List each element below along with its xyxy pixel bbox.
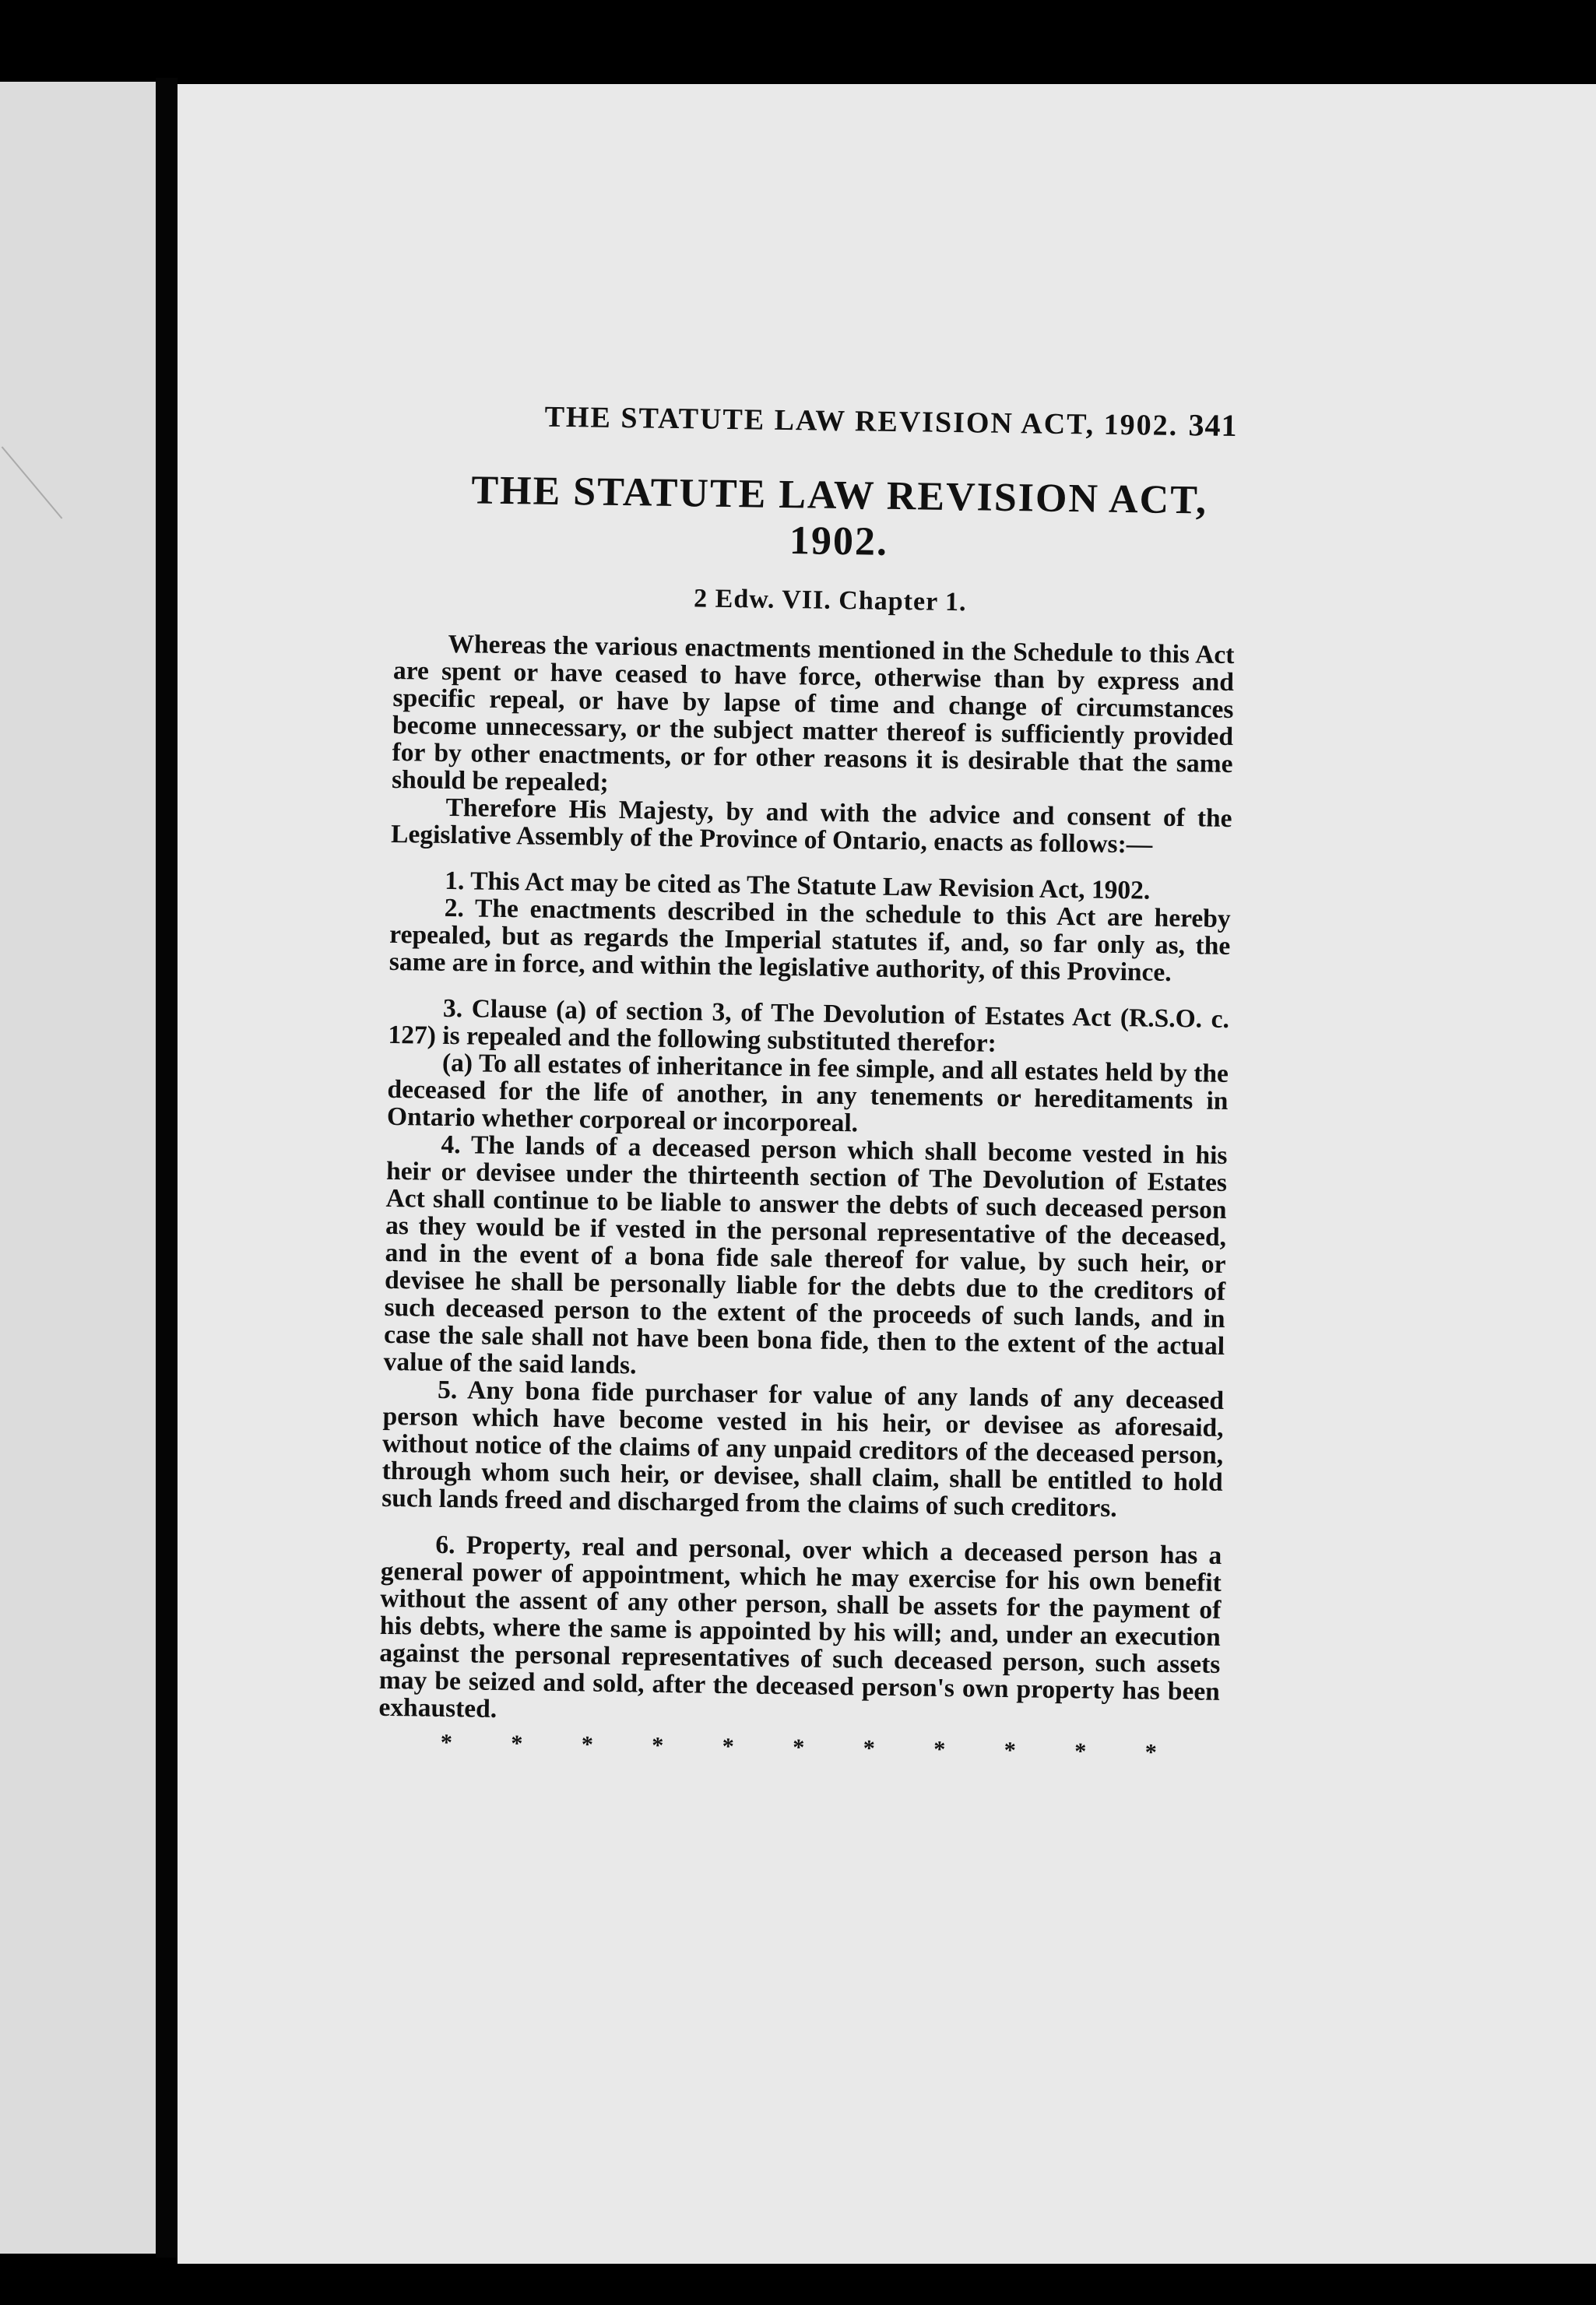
document-page <box>178 84 1596 2264</box>
enacting-clause: Therefore His Majesty, by and with the advice and consent of the Legislative Assembly of the Province of Ontario, enacts as follows:— <box>390 792 1232 859</box>
preamble-whereas: Whereas the various enactments mentioned in the Schedule to this Act are spent or have ceased to have force, otherwise than by express and specific repeal, or have by lapse of time and change of circumstances become unnecessary, or the subject matter thereof is sufficiently provided for by other enactments, or for other reasons it is desirable that the same should be repealed; <box>391 629 1235 797</box>
running-head <box>544 398 1238 444</box>
act-title: THE STATUTE LAW REVISION ACT, 1902. <box>471 468 1208 564</box>
section-3: 3. Clause (a) of section 3, of The Devolution of Estates Act (R.S.O. c. 127) is repealed and the following substituted therefor: <box>388 993 1230 1058</box>
book-gutter <box>156 78 178 2258</box>
running-head-title: THE STATUTE LAW REVISION ACT, 1902. <box>544 400 1179 443</box>
page-content <box>378 395 1238 1767</box>
section-4: 4. The lands of a deceased person which shall become vested in his heir or devisee under the thirteenth section of The Devolution of Estates Act shall continue to be liable to answer the debts of such deceased person as they would be if vested in the personal representative of the deceased, and in the event of a bona fide sale thereof for value, by such heir, or devisee he shall be personally liable for the debts due to the creditors of such deceased person to the extent of the proceeds of such lands, and in case the sale shall not have been bona fide, then to the extent of the actual value of the said lands. <box>383 1130 1228 1380</box>
asterisk: * <box>933 1736 946 1763</box>
section-1: 1. This Act may be cited as The Statute Law Revision Act, 1902. <box>445 866 1151 905</box>
section-2: 2. The enactments described in the schedule to this Act are hereby repealed, but as regards the Imperial statutes if, and, so far only as, the same are in force, and within the legislative authority, of this Province. <box>388 893 1231 987</box>
asterisk: * <box>440 1729 453 1756</box>
section-6: 6. Property, real and personal, over which a deceased person has a general power of appointment, which he may exercise for his own benefit without the assent of any other person, shall be assets for the payment of his debts, where the same is appointed by his will; and, under an execution against the personal representatives of such deceased person, such assets may be seized and sold, after the deceased person's own property has been exhausted. <box>378 1530 1222 1723</box>
chapter-heading: 2 Edw. VII. Chapter 1. <box>693 584 967 617</box>
page-number: 341 <box>1188 407 1238 444</box>
asterisk: * <box>1004 1738 1017 1764</box>
asterisk: * <box>652 1732 664 1759</box>
asterisk: * <box>581 1731 594 1758</box>
asterisk: * <box>863 1735 876 1762</box>
section-3-clause-a: (a) To all estates of inheritance in fee simple, and all estates held by the deceased for the life of another, in any tenements or hereditaments in Ontario whether corporeal or incorporeal. <box>386 1048 1229 1138</box>
asterisk: * <box>1144 1739 1157 1766</box>
asterisk: * <box>793 1734 805 1761</box>
section-separator <box>441 1730 1157 1766</box>
asterisk: * <box>511 1731 523 1757</box>
asterisk: * <box>1074 1738 1087 1765</box>
section-5: 5. Any bona fide purchaser for value of any lands of any deceased person which have become vested in his heir, or devisee as aforesaid, without notice of the claims of any unpaid creditors of the deceased person, through whom such heir, or devisee, shall claim, shall be entitled to hold such lands freed and discharged from the claims of such creditors. <box>381 1375 1225 1523</box>
facing-page <box>0 82 156 2254</box>
asterisk: * <box>722 1734 735 1760</box>
